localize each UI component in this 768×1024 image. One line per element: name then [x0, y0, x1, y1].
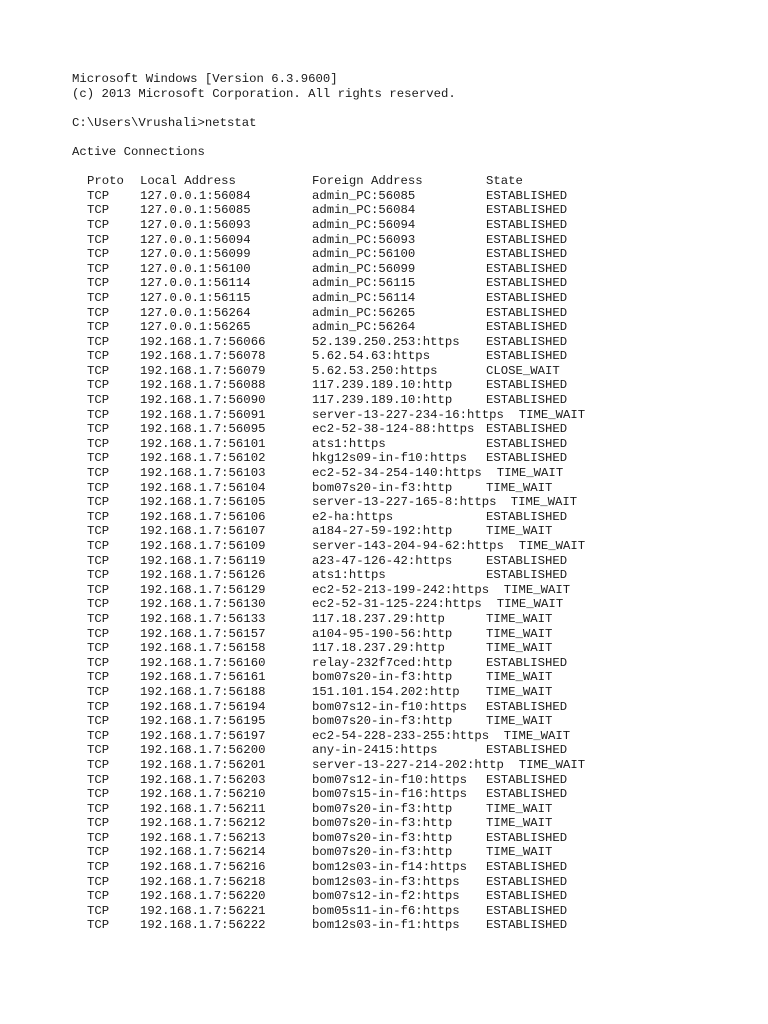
local-address-cell: 192.168.1.7:56210: [140, 787, 266, 802]
local-address-cell: 192.168.1.7:56220: [140, 889, 266, 904]
foreign-address-cell: admin_PC:56115: [312, 276, 416, 291]
state-cell: ESTABLISHED: [486, 772, 568, 787]
proto-cell: TCP: [87, 772, 110, 787]
local-address-cell: 192.168.1.7:56102: [140, 451, 266, 466]
local-address-cell: 192.168.1.7:56213: [140, 830, 266, 845]
proto-cell: TCP: [87, 203, 110, 218]
state-cell: TIME_WAIT: [518, 757, 586, 772]
table-row: [72, 364, 752, 379]
local-address-cell: 192.168.1.7:56212: [140, 816, 266, 831]
proto-cell: TCP: [87, 860, 110, 875]
table-row: [72, 802, 752, 817]
local-address-cell: 192.168.1.7:56095: [140, 422, 266, 437]
foreign-address-cell: admin_PC:56100: [312, 247, 416, 262]
header-local-address: Local Address: [140, 174, 236, 189]
table-row: [72, 408, 752, 423]
table-row: [72, 889, 752, 904]
proto-cell: TCP: [87, 334, 110, 349]
proto-cell: TCP: [87, 422, 110, 437]
state-cell: TIME_WAIT: [486, 524, 553, 539]
table-row: [72, 758, 752, 773]
blank-line: [72, 160, 752, 175]
table-row: [72, 612, 752, 627]
local-address-cell: 192.168.1.7:56197: [140, 728, 266, 743]
foreign-address-cell: 117.239.189.10:http: [312, 378, 453, 393]
state-cell: ESTABLISHED: [486, 436, 568, 451]
table-row: [72, 233, 752, 248]
header-foreign-address: Foreign Address: [312, 174, 423, 189]
header-state: State: [486, 174, 523, 189]
proto-cell: TCP: [87, 247, 110, 262]
local-address-cell: 192.168.1.7:56107: [140, 524, 266, 539]
foreign-address-cell: ec2-52-31-125-224:https: [312, 597, 482, 612]
state-cell: ESTABLISHED: [486, 889, 568, 904]
table-row: [72, 306, 752, 321]
local-address-cell: 192.168.1.7:56194: [140, 699, 266, 714]
proto-cell: TCP: [87, 451, 110, 466]
local-address-cell: 192.168.1.7:56158: [140, 641, 266, 656]
local-address-cell: 192.168.1.7:56078: [140, 349, 266, 364]
table-row: [72, 422, 752, 437]
state-cell: ESTABLISHED: [486, 349, 568, 364]
local-address-cell: 192.168.1.7:56214: [140, 845, 266, 860]
state-cell: ESTABLISHED: [486, 422, 568, 437]
table-row: [72, 918, 752, 933]
foreign-address-cell: bom07s20-in-f3:http: [312, 714, 453, 729]
proto-cell: TCP: [87, 436, 110, 451]
command-prompt-line: C:\Users\Vrushali>netstat: [72, 115, 257, 130]
state-cell: ESTABLISHED: [486, 830, 568, 845]
state-cell: ESTABLISHED: [486, 217, 568, 232]
proto-cell: TCP: [87, 553, 110, 568]
header-proto: Proto: [87, 174, 124, 189]
local-address-cell: 192.168.1.7:56079: [140, 363, 266, 378]
proto-cell: TCP: [87, 363, 110, 378]
proto-cell: TCP: [87, 480, 110, 495]
state-cell: ESTABLISHED: [486, 393, 568, 408]
table-row: [72, 393, 752, 408]
foreign-address-cell: 52.139.250.253:https: [312, 334, 460, 349]
table-row: [72, 700, 752, 715]
table-row: [72, 378, 752, 393]
proto-cell: TCP: [87, 903, 110, 918]
proto-cell: TCP: [87, 845, 110, 860]
state-cell: ESTABLISHED: [486, 305, 568, 320]
table-row: [72, 495, 752, 510]
local-address-cell: 192.168.1.7:56160: [140, 655, 266, 670]
state-cell: TIME_WAIT: [486, 480, 553, 495]
section-title: Active Connections: [72, 144, 205, 159]
foreign-address-cell: bom07s20-in-f3:http: [312, 830, 453, 845]
foreign-address-cell: 5.62.53.250:https: [312, 363, 438, 378]
state-cell: ESTABLISHED: [486, 203, 568, 218]
table-row: [72, 831, 752, 846]
state-cell: TIME_WAIT: [486, 670, 553, 685]
foreign-address-cell: ec2-54-228-233-255:https: [312, 728, 490, 743]
local-address-cell: 127.0.0.1:56099: [140, 247, 251, 262]
table-row: [72, 773, 752, 788]
proto-cell: TCP: [87, 918, 110, 933]
proto-cell: TCP: [87, 524, 110, 539]
proto-cell: TCP: [87, 801, 110, 816]
table-row: [72, 320, 752, 335]
proto-cell: TCP: [87, 684, 110, 699]
local-address-cell: 127.0.0.1:56084: [140, 188, 251, 203]
local-address-cell: 192.168.1.7:56216: [140, 860, 266, 875]
state-cell: TIME_WAIT: [503, 582, 571, 597]
foreign-address-cell: bom05s11-in-f6:https: [312, 903, 460, 918]
foreign-address-cell: admin_PC:56084: [312, 203, 416, 218]
state-cell: TIME_WAIT: [510, 495, 578, 510]
proto-cell: TCP: [87, 611, 110, 626]
state-cell: ESTABLISHED: [486, 451, 568, 466]
proto-cell: TCP: [87, 670, 110, 685]
local-address-cell: 192.168.1.7:56221: [140, 903, 266, 918]
table-row: [72, 743, 752, 758]
proto-cell: TCP: [87, 305, 110, 320]
state-cell: TIME_WAIT: [486, 611, 553, 626]
local-address-cell: 192.168.1.7:56133: [140, 611, 266, 626]
proto-cell: TCP: [87, 889, 110, 904]
foreign-address-cell: 117.239.189.10:http: [312, 393, 453, 408]
table-row: [72, 349, 752, 364]
table-row: [72, 218, 752, 233]
state-cell: ESTABLISHED: [486, 378, 568, 393]
foreign-address-cell: ec2-52-213-199-242:https: [312, 582, 490, 597]
foreign-address-cell: any-in-2415:https: [312, 743, 438, 758]
table-row: [72, 627, 752, 642]
local-address-cell: 192.168.1.7:56088: [140, 378, 266, 393]
connection-list: [72, 189, 752, 933]
local-address-cell: 192.168.1.7:56222: [140, 918, 266, 933]
proto-cell: TCP: [87, 641, 110, 656]
foreign-address-cell: 117.18.237.29:http: [312, 611, 445, 626]
foreign-address-cell: server-13-227-165-8:https: [312, 495, 497, 510]
local-address-cell: 192.168.1.7:56091: [140, 407, 266, 422]
windows-version-line: Microsoft Windows [Version 6.3.9600]: [72, 72, 338, 86]
proto-cell: TCP: [87, 393, 110, 408]
state-cell: ESTABLISHED: [486, 903, 568, 918]
table-row: [72, 656, 752, 671]
proto-cell: TCP: [87, 830, 110, 845]
state-cell: TIME_WAIT: [486, 816, 553, 831]
state-cell: TIME_WAIT: [503, 728, 571, 743]
foreign-address-cell: server-143-204-94-62:https: [312, 539, 504, 553]
table-row: [72, 335, 752, 350]
state-cell: ESTABLISHED: [486, 699, 568, 714]
local-address-cell: 192.168.1.7:56129: [140, 582, 266, 597]
foreign-address-cell: relay-232f7ced:http: [312, 655, 453, 670]
proto-cell: TCP: [87, 655, 110, 670]
foreign-address-cell: hkg12s09-in-f10:https: [312, 451, 467, 466]
local-address-cell: 192.168.1.7:56130: [140, 597, 266, 612]
table-row: [72, 860, 752, 875]
proto-cell: TCP: [87, 582, 110, 597]
table-row: [72, 510, 752, 525]
proto-cell: TCP: [87, 728, 110, 743]
table-row: [72, 845, 752, 860]
local-address-cell: 127.0.0.1:56265: [140, 320, 251, 335]
local-address-cell: 127.0.0.1:56093: [140, 217, 251, 232]
table-row: [72, 451, 752, 466]
local-address-cell: 192.168.1.7:56195: [140, 714, 266, 729]
state-cell: TIME_WAIT: [496, 597, 564, 612]
proto-cell: TCP: [87, 290, 110, 305]
local-address-cell: 127.0.0.1:56085: [140, 203, 251, 218]
proto-cell: TCP: [87, 699, 110, 714]
proto-cell: TCP: [87, 320, 110, 335]
table-row: [72, 276, 752, 291]
foreign-address-cell: server-13-227-234-16:https: [312, 407, 504, 422]
table-row: [72, 714, 752, 729]
local-address-cell: 192.168.1.7:56203: [140, 772, 266, 787]
foreign-address-cell: admin_PC:56094: [312, 217, 416, 232]
proto-cell: TCP: [87, 597, 110, 612]
foreign-address-cell: a104-95-190-56:http: [312, 626, 453, 641]
local-address-cell: 192.168.1.7:56106: [140, 509, 266, 524]
foreign-address-cell: admin_PC:56093: [312, 232, 416, 247]
console-output: [72, 72, 752, 933]
state-cell: ESTABLISHED: [486, 874, 568, 889]
local-address-cell: 192.168.1.7:56201: [140, 757, 266, 772]
table-row: [72, 875, 752, 890]
table-row: [72, 729, 752, 744]
state-cell: ESTABLISHED: [486, 743, 568, 758]
foreign-address-cell: bom07s12-in-f2:https: [312, 889, 460, 904]
state-cell: CLOSE_WAIT: [486, 363, 560, 378]
proto-cell: TCP: [87, 276, 110, 291]
table-row: [72, 904, 752, 919]
copyright-line: (c) 2013 Microsoft Corporation. All rights reserved.: [72, 86, 456, 101]
state-cell: ESTABLISHED: [486, 553, 568, 568]
state-cell: TIME_WAIT: [518, 407, 586, 422]
foreign-address-cell: bom07s20-in-f3:http: [312, 816, 453, 831]
table-row: [72, 481, 752, 496]
proto-cell: TCP: [87, 714, 110, 729]
state-cell: ESTABLISHED: [486, 568, 568, 583]
foreign-address-cell: admin_PC:56099: [312, 261, 416, 276]
state-cell: ESTABLISHED: [486, 918, 568, 933]
local-address-cell: 192.168.1.7:56104: [140, 480, 266, 495]
foreign-address-cell: admin_PC:56264: [312, 320, 416, 335]
table-row: [72, 539, 752, 554]
foreign-address-cell: bom07s20-in-f3:http: [312, 845, 453, 860]
state-cell: ESTABLISHED: [486, 276, 568, 291]
local-address-cell: 192.168.1.7:56157: [140, 626, 266, 641]
proto-cell: TCP: [87, 816, 110, 831]
state-cell: TIME_WAIT: [486, 714, 553, 729]
foreign-address-cell: bom07s20-in-f3:http: [312, 670, 453, 685]
table-row: [72, 203, 752, 218]
state-cell: ESTABLISHED: [486, 509, 568, 524]
local-address-cell: 127.0.0.1:56264: [140, 305, 251, 320]
table-row: [72, 247, 752, 262]
foreign-address-cell: bom07s15-in-f16:https: [312, 787, 467, 802]
blank-line: [72, 101, 752, 116]
state-cell: TIME_WAIT: [486, 684, 553, 699]
proto-cell: TCP: [87, 874, 110, 889]
local-address-cell: 192.168.1.7:56211: [140, 801, 266, 816]
foreign-address-cell: ec2-52-38-124-88:https: [312, 422, 475, 437]
table-row: [72, 597, 752, 612]
foreign-address-cell: bom12s03-in-f1:https: [312, 918, 460, 933]
state-cell: ESTABLISHED: [486, 320, 568, 335]
foreign-address-cell: bom07s20-in-f3:http: [312, 801, 453, 816]
foreign-address-cell: admin_PC:56114: [312, 290, 416, 305]
foreign-address-cell: ats1:https: [312, 568, 386, 583]
foreign-address-cell: bom12s03-in-f14:https: [312, 860, 467, 875]
table-row: [72, 524, 752, 539]
table-row: [72, 437, 752, 452]
table-row: [72, 466, 752, 481]
local-address-cell: 192.168.1.7:56103: [140, 466, 266, 481]
foreign-address-cell: bom07s12-in-f10:https: [312, 699, 467, 714]
proto-cell: TCP: [87, 378, 110, 393]
proto-cell: TCP: [87, 509, 110, 524]
table-row: [72, 816, 752, 831]
local-address-cell: 127.0.0.1:56094: [140, 232, 251, 247]
local-address-cell: 192.168.1.7:56105: [140, 495, 266, 510]
foreign-address-cell: admin_PC:56265: [312, 305, 416, 320]
blank-line: [72, 130, 752, 145]
state-cell: ESTABLISHED: [486, 290, 568, 305]
local-address-cell: 192.168.1.7:56090: [140, 393, 266, 408]
proto-cell: TCP: [87, 466, 110, 481]
proto-cell: TCP: [87, 757, 110, 772]
foreign-address-cell: server-13-227-214-202:http: [312, 757, 504, 772]
proto-cell: TCP: [87, 232, 110, 247]
local-address-cell: 192.168.1.7:56188: [140, 684, 266, 699]
foreign-address-cell: a184-27-59-192:http: [312, 524, 453, 539]
proto-cell: TCP: [87, 787, 110, 802]
table-row: [72, 554, 752, 569]
state-cell: ESTABLISHED: [486, 860, 568, 875]
state-cell: ESTABLISHED: [486, 261, 568, 276]
state-cell: TIME_WAIT: [518, 539, 586, 553]
table-row: [72, 641, 752, 656]
state-cell: ESTABLISHED: [486, 247, 568, 262]
proto-cell: TCP: [87, 261, 110, 276]
foreign-address-cell: ats1:https: [312, 436, 386, 451]
foreign-address-cell: bom12s03-in-f3:https: [312, 874, 460, 889]
state-cell: ESTABLISHED: [486, 232, 568, 247]
foreign-address-cell: admin_PC:56085: [312, 188, 416, 203]
proto-cell: TCP: [87, 217, 110, 232]
proto-cell: TCP: [87, 626, 110, 641]
local-address-cell: 192.168.1.7:56126: [140, 568, 266, 583]
state-cell: TIME_WAIT: [486, 626, 553, 641]
table-row: [72, 262, 752, 277]
proto-cell: TCP: [87, 539, 110, 553]
proto-cell: TCP: [87, 349, 110, 364]
proto-cell: TCP: [87, 407, 110, 422]
foreign-address-cell: 5.62.54.63:https: [312, 349, 431, 364]
state-cell: TIME_WAIT: [496, 466, 564, 481]
table-row: [72, 685, 752, 700]
foreign-address-cell: 151.101.154.202:http: [312, 684, 460, 699]
proto-cell: TCP: [87, 743, 110, 758]
foreign-address-cell: bom07s20-in-f3:http: [312, 480, 453, 495]
local-address-cell: 192.168.1.7:56161: [140, 670, 266, 685]
local-address-cell: 192.168.1.7:56218: [140, 874, 266, 889]
state-cell: TIME_WAIT: [486, 801, 553, 816]
local-address-cell: 192.168.1.7:56101: [140, 436, 266, 451]
state-cell: ESTABLISHED: [486, 787, 568, 802]
proto-cell: TCP: [87, 188, 110, 203]
table-row: [72, 568, 752, 583]
state-cell: TIME_WAIT: [486, 641, 553, 656]
state-cell: ESTABLISHED: [486, 334, 568, 349]
local-address-cell: 127.0.0.1:56100: [140, 261, 251, 276]
local-address-cell: 192.168.1.7:56066: [140, 334, 266, 349]
local-address-cell: 192.168.1.7:56109: [140, 539, 266, 553]
foreign-address-cell: 117.18.237.29:http: [312, 641, 445, 656]
foreign-address-cell: e2-ha:https: [312, 509, 394, 524]
local-address-cell: 127.0.0.1:56114: [140, 276, 251, 291]
foreign-address-cell: a23-47-126-42:https: [312, 553, 453, 568]
table-row: [72, 583, 752, 598]
foreign-address-cell: ec2-52-34-254-140:https: [312, 466, 482, 481]
proto-cell: TCP: [87, 495, 110, 510]
state-cell: TIME_WAIT: [486, 845, 553, 860]
table-header-row: [72, 174, 752, 189]
local-address-cell: 192.168.1.7:56119: [140, 553, 266, 568]
table-row: [72, 291, 752, 306]
table-row: [72, 670, 752, 685]
foreign-address-cell: bom07s12-in-f10:https: [312, 772, 467, 787]
proto-cell: TCP: [87, 568, 110, 583]
state-cell: ESTABLISHED: [486, 188, 568, 203]
table-row: [72, 189, 752, 204]
local-address-cell: 192.168.1.7:56200: [140, 743, 266, 758]
local-address-cell: 127.0.0.1:56115: [140, 290, 251, 305]
state-cell: ESTABLISHED: [486, 655, 568, 670]
table-row: [72, 787, 752, 802]
